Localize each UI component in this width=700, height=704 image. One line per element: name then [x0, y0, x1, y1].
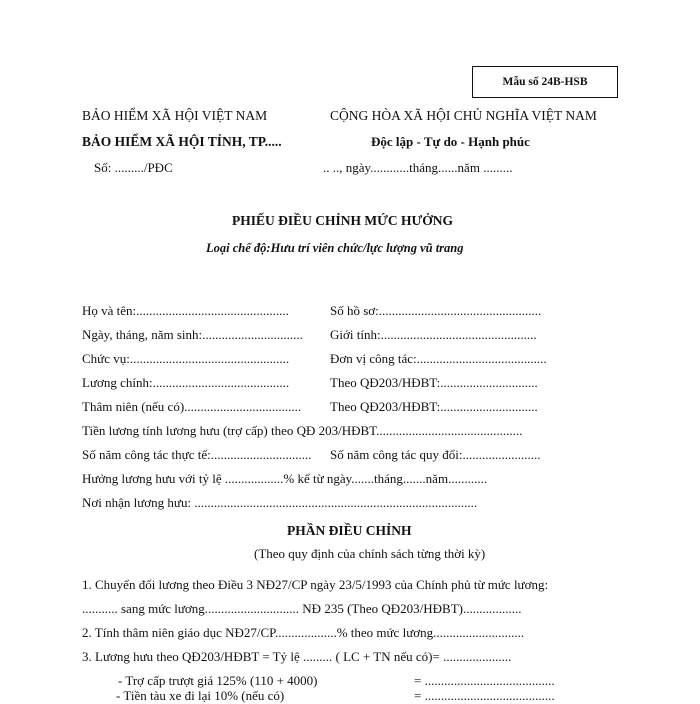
field-receiving-place: Nơi nhận lương hưu: ....................................................................................... — [82, 495, 478, 510]
provincial-agency-name: BẢO HIỂM XÃ HỘI TỈNH, TP..... — [82, 134, 282, 149]
nation-name: CỘNG HÒA XÃ HỘI CHỦ NGHĨA VIỆT NAM — [330, 108, 597, 123]
adjustment-item-2: 2. Tính thâm niên giáo dục NĐ27/CP...................% theo mức lương............................ — [82, 625, 525, 640]
field-converted-work-years: Số năm công tác quy đổi:........................ — [330, 447, 541, 462]
field-birth-date: Ngày, tháng, năm sinh:............................... — [82, 327, 303, 342]
national-motto: Độc lập - Tự do - Hạnh phúc — [371, 134, 530, 149]
adjustment-sub-2-label: - Tiền tàu xe đi lại 10% (nếu có) — [116, 688, 285, 703]
field-file-number: Số hồ sơ:.................................................. — [330, 303, 542, 318]
adjustment-sub-1-label: - Trợ cấp trượt giá 125% (110 + 4000) — [118, 673, 318, 688]
field-main-salary-reference: Theo QĐ203/HĐBT:.............................. — [330, 375, 538, 390]
field-position: Chức vụ:................................................. — [82, 351, 290, 366]
adjustment-sub-2-value: = ........................................ — [414, 688, 555, 703]
field-seniority-reference: Theo QĐ203/HĐBT:.............................. — [330, 399, 538, 414]
adjustment-sub-1-value: = ........................................ — [414, 673, 555, 688]
field-full-name: Họ và tên:............................................... — [82, 303, 289, 318]
field-seniority: Thâm niên (nếu có).................................... — [82, 399, 302, 414]
field-work-unit: Đơn vị công tác:........................................ — [330, 351, 547, 366]
document-title: PHIẾU ĐIỀU CHỈNH MỨC HƯỞNG — [232, 213, 453, 228]
agency-name: BẢO HIỂM XÃ HỘI VIỆT NAM — [82, 108, 268, 123]
document-number: Số: ........./PĐC — [94, 160, 173, 175]
adjustment-item-1-continued: ........... sang mức lương............................. NĐ 235 (Theo QĐ203/HĐBT).................. — [82, 601, 522, 616]
date-line: .. .., ngày............tháng......năm ......... — [323, 160, 513, 175]
field-pension-basis-salary: Tiền lương tính lương hưu (trợ cấp) theo QĐ 203/HĐBT............................................. — [82, 423, 523, 438]
field-gender: Giới tính:................................................ — [330, 327, 537, 342]
adjustment-item-1: 1. Chuyển đổi lương theo Điều 3 NĐ27/CP ngày 23/5/1993 của Chính phủ từ mức lương: — [82, 577, 549, 592]
adjustment-item-3: 3. Lương hưu theo QĐ203/HĐBT = Tỷ lệ ......... ( LC + TN nếu có)= ..................... — [82, 649, 512, 664]
field-main-salary: Lương chính:.......................................... — [82, 375, 290, 390]
adjustment-heading: PHẦN ĐIỀU CHỈNH — [287, 523, 412, 538]
benefit-type: Loại chế độ:Hưu trí viên chức/lực lượng vũ trang — [206, 241, 464, 255]
form-code-box: Mẫu số 24B-HSB — [472, 66, 618, 98]
field-actual-work-years: Số năm công tác thực tế:............................... — [82, 447, 312, 462]
field-pension-rate: Hưởng lương hưu với tỷ lệ ..................% kể từ ngày.......tháng.......năm............ — [82, 471, 488, 486]
adjustment-note: (Theo quy định của chính sách từng thời kỳ) — [254, 546, 486, 561]
